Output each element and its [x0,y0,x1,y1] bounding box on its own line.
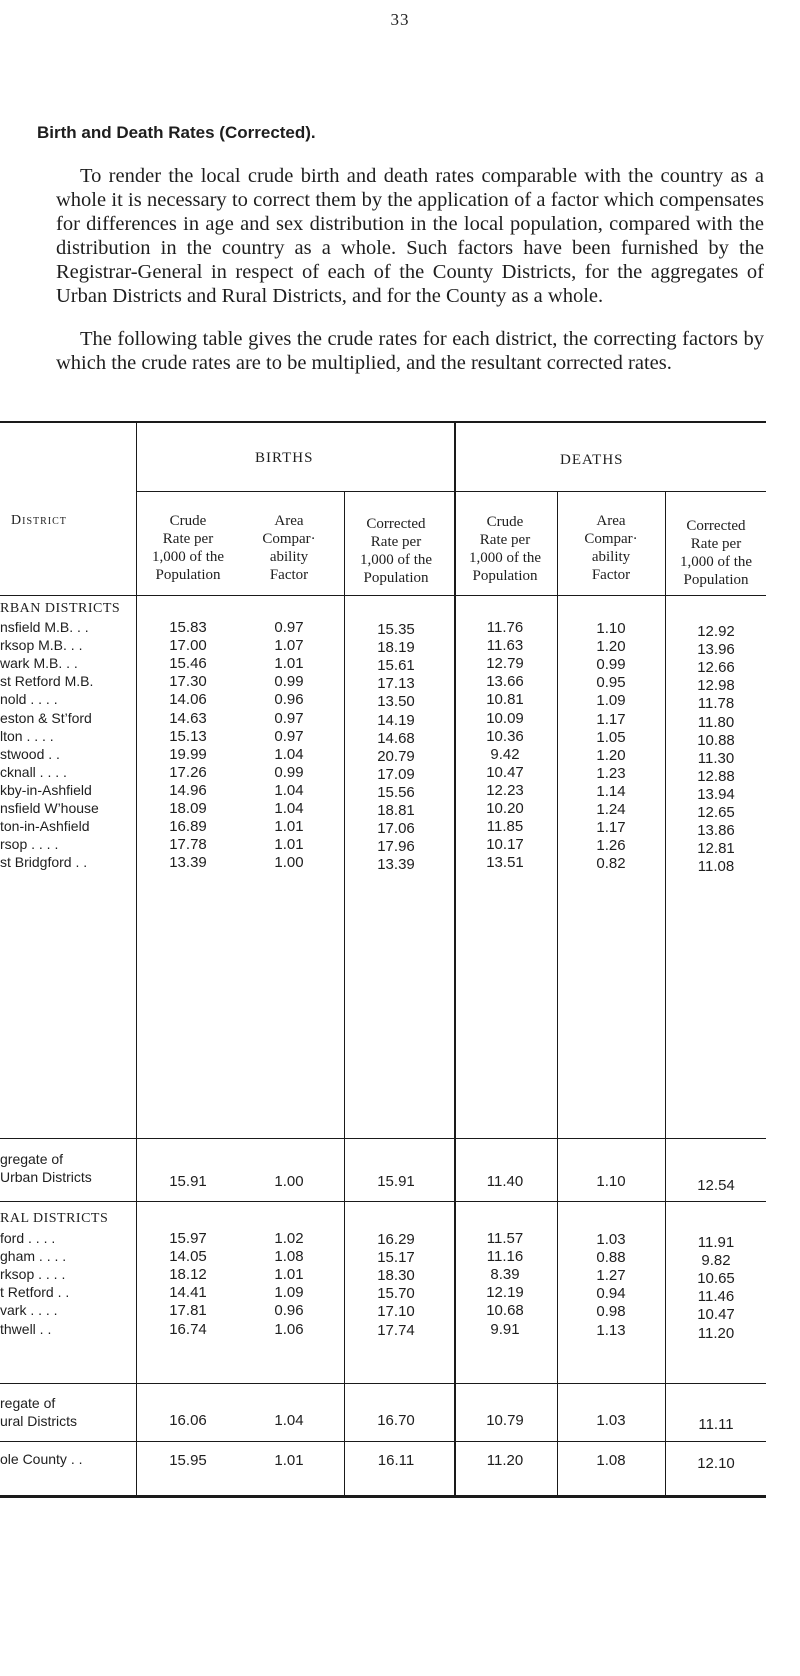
column-header-line: 1,000 of the [151,549,225,565]
rural-row-value: 0.98 [596,1303,626,1321]
rural-row-value: 14.41 [169,1284,207,1302]
urban-row-value: 1.04 [274,745,304,763]
urban-row-value: 13.39 [377,856,415,874]
urban-row-value: 0.95 [596,674,626,692]
county-value: 16.11 [377,1452,415,1469]
urban-row-value: 12.98 [697,677,735,695]
rural-row-value: 9.82 [701,1252,731,1270]
rural-aggregate-value: 1.03 [596,1412,626,1429]
column-header-line: Compar· [262,531,316,547]
column-header-4 [445,513,565,585]
urban-row-value: 1.04 [274,781,304,799]
urban-row-value: 0.97 [274,727,304,745]
urban-row-value: 15.35 [377,621,415,638]
urban-aggregate-label: Urban Districts [0,1169,92,1185]
column-header-line: Population [155,567,221,583]
column-header-line: Factor [269,567,309,583]
urban-aggregate-value: 15.91 [169,1173,207,1190]
urban-row-label: stwood . . [0,745,60,762]
column-header-line: Compar· [584,531,638,547]
column-header-2 [229,512,349,584]
column-header-5 [551,512,671,584]
urban-section-title: RBAN DISTRICTS [0,601,121,616]
rural-row-value: 17.10 [377,1303,415,1321]
urban-row-value: 0.99 [274,763,304,781]
column-header-line: Corrected [686,518,746,534]
column-header-line: Crude [169,513,207,529]
urban-row-value: 10.47 [486,763,524,781]
urban-row-value: 20.79 [377,747,415,765]
rural-row-value: 15.70 [377,1285,415,1303]
rural-row-value: 8.39 [490,1266,520,1284]
rural-aggregate-value: 16.06 [169,1412,207,1429]
rural-row-label: rksop . . . . [0,1266,66,1283]
urban-row-value: 1.04 [274,800,304,817]
urban-row-value: 0.99 [596,656,626,674]
urban-row-value: 0.82 [596,855,626,873]
column-header-line: 1,000 of the [359,552,433,568]
urban-row-value: 15.61 [377,657,415,675]
rural-aggregate-value: 1.04 [274,1412,304,1429]
deaths-group-header: DEATHS [560,452,624,468]
column-header-line: Rate per [370,534,422,550]
district-column-header: District [11,513,67,528]
county-value: 15.95 [169,1452,207,1469]
urban-row-value: 1.07 [274,637,304,655]
rural-row-value: 1.01 [274,1266,304,1284]
rural-section-title: RAL DISTRICTS [0,1211,109,1226]
section-heading: Birth and Death Rates (Corrected). [37,123,316,142]
urban-row-value: 15.46 [169,655,207,673]
intro-paragraph: To render the local crude birth and death rates comparable with the country as a whole it is necessary to correct them by the application of a factor which compensates for differences in age and sex distribution in the local population, compared with the distribution in the country as a whole. Such factors have been furnished by the Registrar-General in respect of each of the County Districts, for the aggregates of Urban Districts and Rural Districts, and for the County as a whole. [56,165,764,307]
urban-row-label: st Bridgford . . [0,854,88,871]
urban-row-value: 10.81 [486,691,524,709]
column-header-line: Rate per [690,536,742,552]
urban-aggregate-value: 1.10 [596,1173,626,1190]
urban-aggregate-value: 11.40 [486,1173,524,1190]
rural-section-rule [0,1201,766,1202]
urban-row-value: 18.81 [377,802,415,819]
county-value: 11.20 [486,1452,524,1469]
urban-row-value: 12.81 [697,840,735,858]
urban-row-value: 10.09 [486,709,524,727]
rural-aggregate-value: 10.79 [486,1412,524,1429]
column-header-line: Population [363,570,429,586]
urban-row-value: 14.19 [377,711,415,729]
urban-aggregate-value: 1.00 [274,1173,304,1190]
urban-row-value: 0.97 [274,619,304,636]
urban-row-value: 1.01 [274,655,304,673]
rural-row-value: 14.05 [169,1248,207,1266]
urban-row-value: 17.96 [377,838,415,856]
rural-row-value: 11.20 [697,1324,735,1342]
urban-row-value: 14.63 [169,709,207,727]
urban-row-label: nold . . . . [0,691,58,708]
urban-row-value: 1.01 [274,836,304,854]
page-number: 33 [390,10,410,29]
urban-row-label: ton-in-Ashfield [0,818,90,835]
urban-row-value: 1.10 [596,620,626,637]
urban-row-value: 9.42 [490,745,520,763]
rural-row-value: 16.74 [169,1320,207,1338]
urban-row-value: 17.13 [377,675,415,693]
rural-row-value: 11.57 [486,1230,524,1247]
urban-row-value: 10.36 [486,727,524,745]
urban-row-value: 11.78 [697,695,735,713]
urban-row-value: 11.80 [697,713,735,731]
rural-row-value: 1.09 [274,1284,304,1302]
county-value: 12.10 [697,1455,735,1472]
urban-row-value: 14.06 [169,691,207,709]
urban-row-value: 13.96 [697,641,735,659]
rural-row-label: vark . . . . [0,1302,58,1319]
rural-row-value: 17.81 [169,1302,207,1320]
rural-row-value: 18.12 [169,1266,207,1284]
rural-row-value: 0.96 [274,1302,304,1320]
urban-row-value: 17.30 [169,673,207,691]
urban-row-value: 11.76 [486,619,524,636]
urban-row-value: 0.96 [274,691,304,709]
urban-row-label: wark M.B. . . [0,655,78,672]
urban-row-value: 12.66 [697,659,735,677]
rural-row-value: 0.94 [596,1285,626,1303]
urban-row-label: rksop M.B. . . [0,637,83,654]
urban-row-value: 0.97 [274,709,304,727]
rural-row-value: 17.74 [377,1321,415,1339]
county-value: 1.01 [274,1452,304,1469]
urban-row-value: 1.05 [596,728,626,746]
rural-aggregate-label: ural Districts [0,1413,78,1429]
urban-row-value: 13.94 [697,785,735,803]
urban-row-value: 11.63 [486,637,524,655]
urban-row-value: 13.86 [697,822,735,840]
urban-row-value: 15.83 [169,619,207,636]
urban-aggregate-label: gregate of [0,1151,64,1167]
urban-row-value: 11.85 [486,818,524,836]
rural-row-value: 9.91 [490,1320,520,1338]
column-header-line: Corrected [366,516,426,532]
column-header-line: 1,000 of the [468,550,542,566]
urban-row-value: 1.24 [596,801,626,818]
column-header-line: ability [591,549,631,565]
column-header-3 [336,515,456,587]
rural-row-value: 15.17 [377,1249,415,1267]
group-rule [136,491,766,492]
urban-row-value: 17.78 [169,836,207,854]
urban-row-value: 11.30 [697,749,735,767]
urban-row-value: 13.39 [169,854,207,872]
rural-row-value: 1.13 [596,1321,626,1339]
rural-row-value: 11.91 [697,1234,735,1251]
urban-row-value: 18.09 [169,800,207,817]
urban-row-value: 1.17 [596,710,626,728]
rural-aggregate-value: 16.70 [377,1412,415,1429]
urban-row-value: 12.23 [486,781,524,799]
urban-aggregate-value: 12.54 [697,1177,735,1194]
rural-row-value: 18.30 [377,1267,415,1285]
urban-row-value: 1.01 [274,818,304,836]
urban-row-value: 12.65 [697,804,735,821]
urban-row-label: kby-in-Ashfield [0,781,92,798]
urban-row-value: 1.17 [596,819,626,837]
urban-row-label: cknall . . . . [0,763,67,780]
urban-row-value: 12.92 [697,623,735,640]
rural-row-value: 1.06 [274,1320,304,1338]
urban-aggregate-value: 15.91 [377,1173,415,1190]
urban-row-value: 15.56 [377,783,415,801]
rural-row-value: 1.03 [596,1231,626,1248]
rural-row-value: 10.65 [697,1270,735,1288]
rural-row-value: 16.29 [377,1231,415,1248]
urban-row-value: 1.00 [274,854,304,872]
rural-row-label: t Retford . . [0,1284,70,1301]
column-header-line: ability [269,549,309,565]
column-header-line: Population [683,572,749,588]
urban-row-value: 17.09 [377,765,415,783]
urban-row-value: 10.88 [697,731,735,749]
urban-row-value: 13.50 [377,693,415,711]
urban-row-label: lton . . . . [0,727,54,744]
column-header-line: Crude [486,514,524,530]
urban-row-value: 17.06 [377,820,415,838]
column-header-line: 1,000 of the [679,554,753,570]
urban-row-label: nsfield M.B. . . [0,619,89,635]
urban-row-value: 18.19 [377,639,415,657]
urban-row-value: 12.79 [486,655,524,673]
urban-row-value: 17.26 [169,763,207,781]
urban-row-value: 0.99 [274,673,304,691]
rural-row-label: thwell . . [0,1320,52,1337]
rural-aggregate-label: regate of [0,1395,56,1411]
urban-row-value: 15.13 [169,727,207,745]
urban-row-value: 14.68 [377,729,415,747]
rural-row-value: 1.02 [274,1230,304,1247]
urban-row-value: 17.00 [169,637,207,655]
rural-row-value: 11.16 [486,1248,524,1266]
rural-row-value: 10.47 [697,1306,735,1324]
urban-row-value: 19.99 [169,745,207,763]
urban-row-value: 1.20 [596,746,626,764]
urban-row-value: 13.66 [486,673,524,691]
urban-aggregate-rule [0,1138,766,1139]
table-intro-paragraph: The following table gives the crude rates for each district, the correcting factors by which the crude rates are to be multiplied, and the resultant corrected rates. [56,328,764,374]
county-rule [0,1441,766,1442]
column-header-line: Rate per [479,532,531,548]
urban-row-label: nsfield W’house [0,800,99,816]
rural-row-value: 1.27 [596,1267,626,1285]
urban-row-value: 1.23 [596,764,626,782]
urban-row-value: 1.26 [596,837,626,855]
rural-aggregate-value: 11.11 [698,1416,734,1433]
urban-row-value: 16.89 [169,818,207,836]
urban-row-value: 1.20 [596,638,626,656]
urban-row-value: 13.51 [486,854,524,872]
column-header-line: Rate per [162,531,214,547]
births-group-header: BIRTHS [255,450,314,466]
rural-row-value: 0.88 [596,1249,626,1267]
urban-row-value: 10.17 [486,836,524,854]
column-header-line: Area [274,513,304,529]
rural-row-label: gham . . . . [0,1248,67,1265]
table-top-rule [0,421,766,423]
column-header-line: Area [596,513,626,529]
rural-row-value: 15.97 [169,1230,207,1247]
rural-aggregate-rule [0,1383,766,1384]
rural-row-value: 10.68 [486,1302,524,1320]
urban-row-value: 1.14 [596,782,626,800]
rural-row-value: 12.19 [486,1284,524,1302]
table-bottom-rule [0,1495,766,1498]
urban-row-value: 12.88 [697,767,735,785]
urban-row-label: st Retford M.B. [0,673,94,690]
urban-row-value: 10.20 [486,800,524,817]
rural-row-value: 1.08 [274,1248,304,1266]
urban-row-value: 1.09 [596,692,626,710]
urban-row-value: 11.08 [697,858,735,876]
column-header-line: Factor [591,567,631,583]
column-header-line: Population [472,568,538,584]
rural-row-label: ford . . . . [0,1230,56,1246]
urban-row-value: 14.96 [169,781,207,799]
header-rule [0,595,766,596]
column-header-6 [656,517,776,589]
county-value: 1.08 [596,1452,626,1469]
urban-row-label: rsop . . . . [0,836,59,853]
rates-table [0,421,800,1676]
urban-row-label: eston & St’ford [0,709,92,726]
county-label: ole County . . [0,1451,83,1467]
rural-row-value: 11.46 [697,1288,735,1306]
